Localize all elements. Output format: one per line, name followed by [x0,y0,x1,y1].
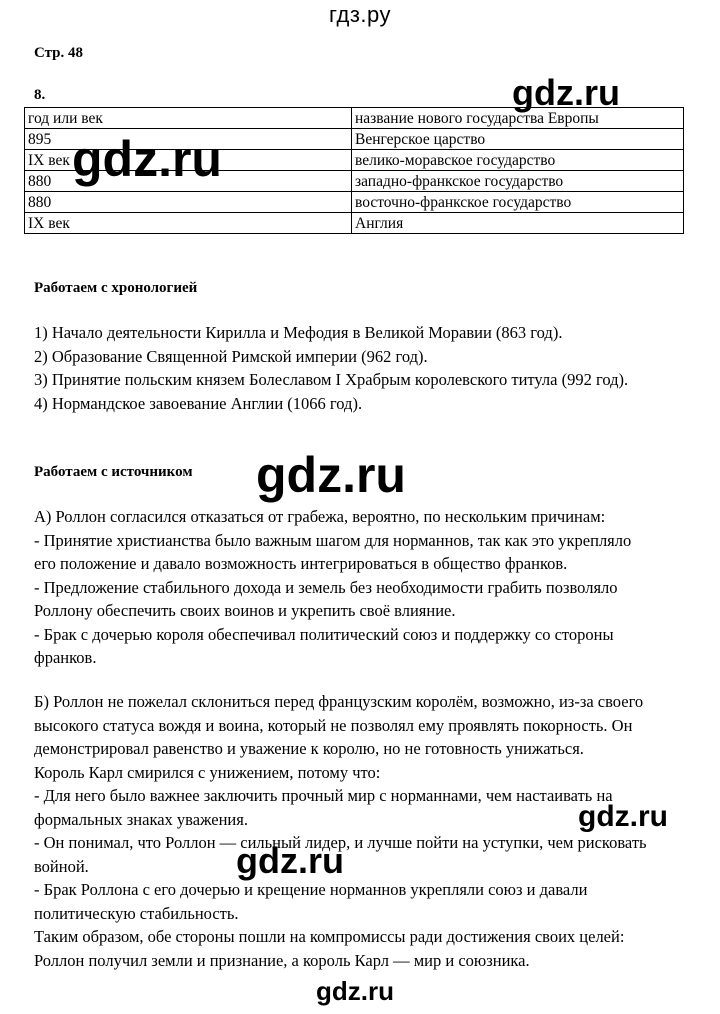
table-cell: Англия [352,213,684,234]
table-cell: 895 [25,129,352,150]
text-line: франков. [34,648,97,667]
table-cell: год или век [25,108,352,129]
text-line: А) Роллон согласился отказаться от грабежа, вероятно, по нескольким причинам: [34,507,606,526]
list-item: 3) Принятие польским князем Болеславом I Храбрым королевского титула (992 год). [34,370,629,389]
watermark: gdz.ru [72,131,222,187]
text-line: войной. [34,856,89,876]
chronology-list [34,321,694,415]
text-line: формальных знаках уважения. [34,809,248,829]
table-cell: велико-моравское государство [352,150,684,171]
list-item: 1) Начало деятельности Кирилла и Мефодия в Великой Моравии (863 год). [34,323,563,342]
task-number: 8. [34,87,46,103]
watermark: gdz.ru [236,840,344,881]
text-line: - Он понимал, что Роллон — сильный лидер, и лучше пойти на уступки, чем рисковать [34,833,647,852]
text-line: высокого статуса вождя и воина, который не позволял ему проявлять покорность. Он [34,715,633,735]
table-cell: Венгерское царство [352,129,684,150]
site-header: гдз.ру [328,2,392,27]
text-line: Король Карл смирился с унижением, потому что: [34,762,381,782]
text-line: Роллон получил земли и признание, а король Карл — мир и союзника. [34,950,530,970]
source-heading: Работаем с источником [34,464,193,480]
page-number: Стр. 48 [34,45,84,61]
table-cell: IX век [25,213,352,234]
text-line: демонстрировал равенство и уважение к королю, но не готовность унижаться. [34,739,584,758]
text-line: - Брак Роллона с его дочерью и крещение норманнов укрепляли союз и давали [34,880,588,899]
table-row [25,213,684,234]
list-item: 2) Образование Священной Римской империи (962 год). [34,346,428,366]
text-line: - Для него было важнее заключить прочный мир с норманнами, чем настаивать на [34,786,613,805]
chronology-heading: Работаем с хронологией [34,280,198,296]
watermark: gdz.ru [578,800,668,833]
source-part-a [34,505,694,670]
watermark: gdz.ru [256,447,406,503]
text-line: Таким образом, обе стороны пошли на компромиссы ради достижения своих целей: [34,927,625,946]
table-cell: IX век [25,150,352,171]
list-item: 4) Нормандское завоевание Англии (1066 год). [34,393,363,413]
text-line: политическую стабильность. [34,903,239,923]
table-cell: восточно-франкское государство [352,192,684,213]
text-line: - Брак с дочерью короля обеспечивал политический союз и поддержку со стороны [34,624,614,644]
text-line: его положение и давало возможность интегрироваться в общество франков. [34,554,568,573]
table-cell: 880 [25,192,352,213]
table-row [25,192,684,213]
text-line: - Предложение стабильного дохода и земель без необходимости грабить позволяло [34,577,618,597]
watermark: gdz.ru [316,976,394,1006]
table-cell: западно-франкское государство [352,171,684,192]
table-cell: название нового государства Европы [352,108,684,129]
text-line: Роллону обеспечить своих воинов и укрепить своё влияние. [34,601,456,620]
watermark: gdz.ru [512,72,620,113]
text-line: - Принятие христианства было важным шагом для норманнов, так как это укрепляло [34,530,632,550]
table-cell: 880 [25,171,352,192]
text-line: Б) Роллон не пожелал склониться перед французским королём, возможно, из-за своего [34,692,644,711]
